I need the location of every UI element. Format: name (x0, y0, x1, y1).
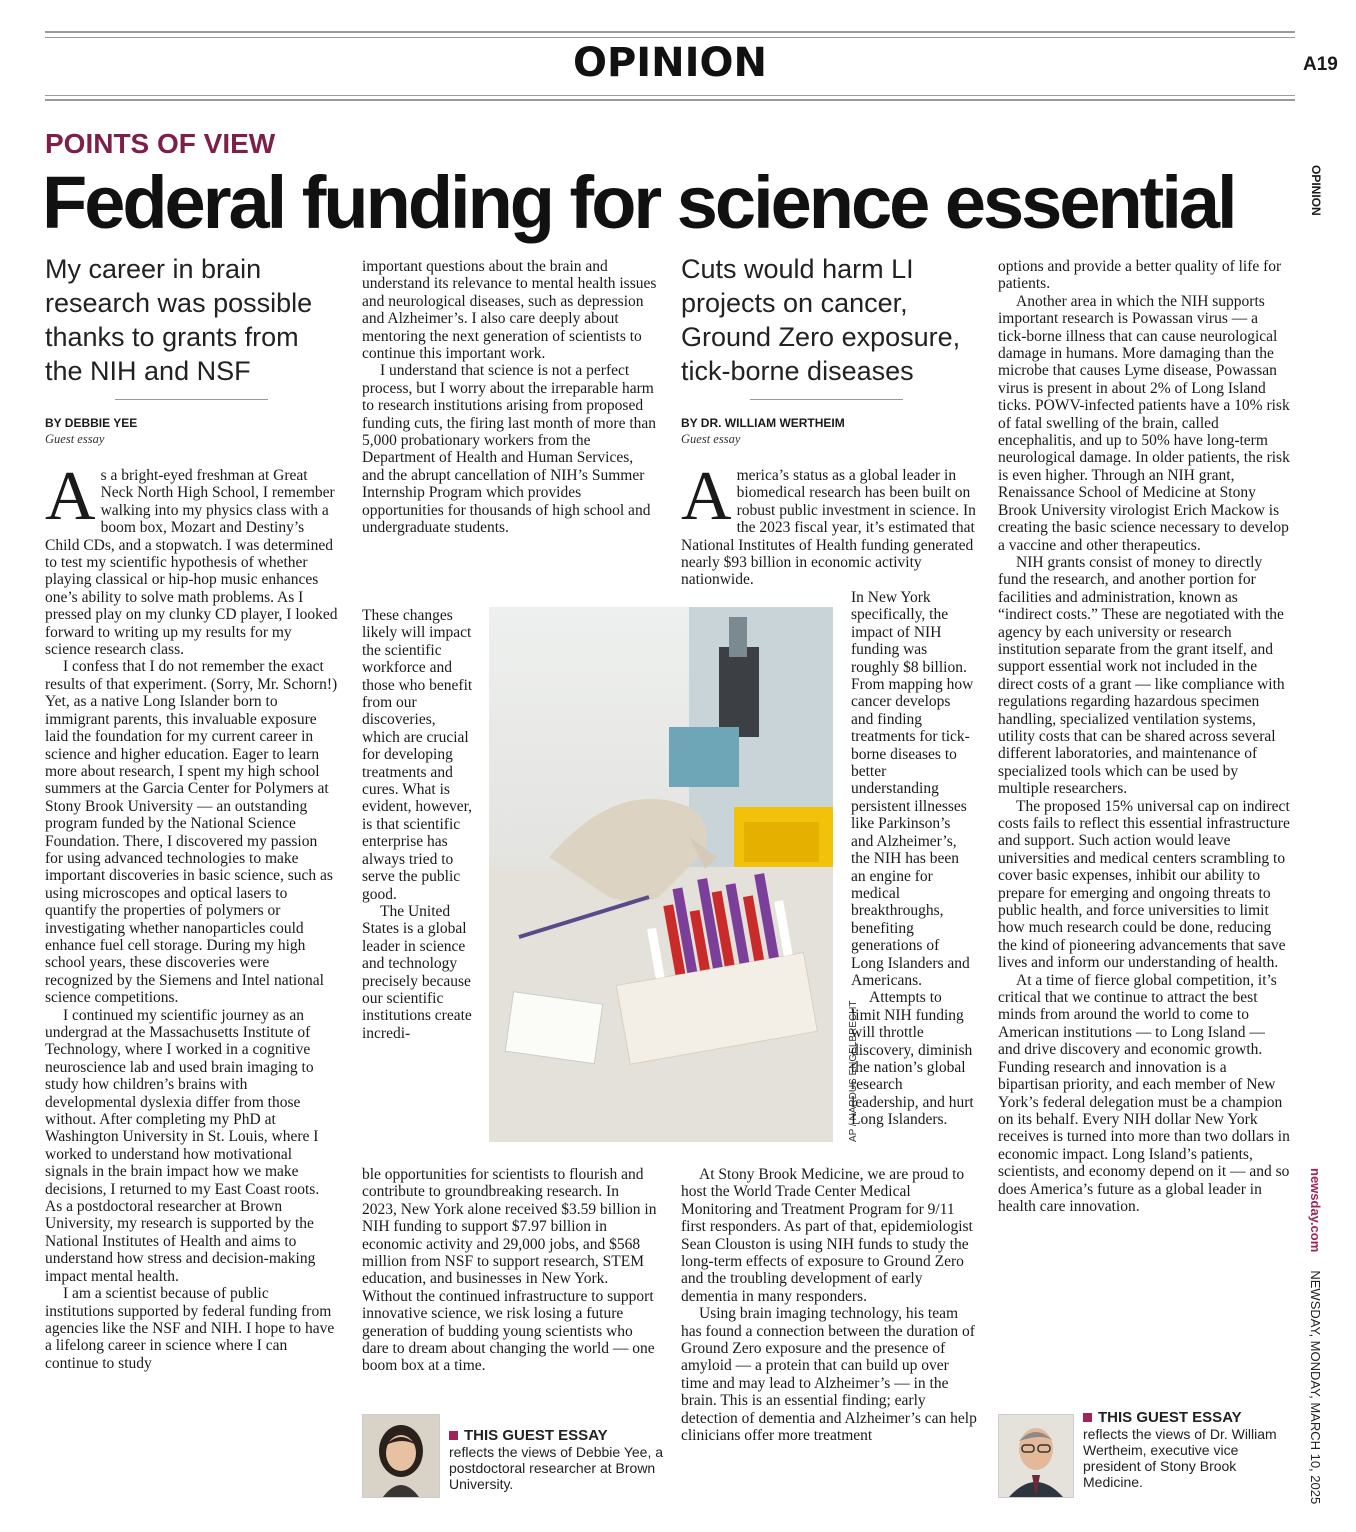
essay2-column-3-narrow (851, 589, 974, 1129)
site-name: newsday.com (1308, 1168, 1323, 1253)
essay1-column-1 (45, 458, 339, 1372)
essay1-deck: My career in brain research was possible thanks to grants from the NIH and NSF (45, 254, 313, 386)
top-rule-thin (45, 37, 1295, 38)
drop-cap: A (681, 458, 732, 535)
vertical-dateline (1305, 1168, 1325, 1505)
essay1-byline-note: Guest essay (45, 432, 105, 446)
top-rule (45, 31, 1295, 33)
paragraph: At a time of fierce global competition, it’s critical that we continue to attract the best minds from around the world to come to American institutions — to Long Island — and drive discovery and economic growth. Funding research and innovation is a bipartisan priority, and each member of New York’s federal delegation must be a champion on its behalf. Every NIH dollar New York receives is turned into more than two dollars in economic impact. Long Island’s patients, scientists, and economy depend on it — and so does America’s future as a global leader in health care innovation. (998, 971, 1290, 1215)
essay1-column-2-top (362, 258, 657, 537)
page-number: A19 (1303, 54, 1338, 75)
paragraph: I continued my scientific journey as an undergrad at the Massachusetts Institute of Technology, where I worked in a cognitive neuroscience lab and used brain imaging to study how children’s brains with developmental dyslexia differ from those without. After completing my PhD at Washington University in St. Louis, where I worked to understand how motivational signals in the brain impact how we make decisions, I returned to my East Coast roots. As a postdoctoral researcher at Brown University, my research is supported by the National Institutes of Health and aims to understand how stress and decision-making impact mental health. (45, 1006, 320, 1285)
bullet-square-icon (449, 1431, 458, 1440)
paragraph: Using brain imaging technology, his team has found a connection between the duration of Ground Zero exposure and the presence of amyloid — a protein that can build up over time and may lead to Alzheimer’s — in the brain. This is an essential finding; early detection of dementia and Alzheimer’s can help clinicians offer more treatment (681, 1305, 977, 1445)
photo-credit-text: AP / NARDUS ENGELBRECHT (848, 1000, 859, 1142)
guest-box-label: THIS GUEST ESSAY (464, 1427, 608, 1444)
william-wertheim-portrait (998, 1414, 1074, 1498)
bullet-square-icon (1083, 1413, 1092, 1422)
guest-box-text: reflects the views of Debbie Yee, a postdoctoral researcher at Brown University. (449, 1444, 664, 1492)
paragraph: I am a scientist because of public institutions supported by federal funding from agencies like the NSF and NIH. I hope to have a lifelong career in science where I can continue to study (45, 1285, 335, 1372)
paragraph: At Stony Brook Medicine, we are proud to host the World Trade Center Medical Monitoring and Treatment Program for 9/11 first responders. As part of that, epidemiologist Sean Clouston is using NIH funds to study the long-term effects of exposure to Ground Zero and the troubling development of early dementia in many responders. (681, 1166, 973, 1305)
headline: Federal funding for science essential (42, 161, 1235, 244)
paragraph: options and provide a better quality of life for patients. (998, 258, 1282, 293)
drop-cap: A (45, 458, 96, 535)
guest-box-text: reflects the views of Dr. William Wertheim, executive vice president of Stony Brook Medicine. (1083, 1426, 1277, 1490)
essay1-column-2-bottom (362, 1166, 657, 1375)
essay2-column-3-bottom (681, 1166, 977, 1445)
paragraph: merica’s status as a global leader in biomedical research has been built on robust public investment in science. In the 2023 fiscal year, it’s estimated that National Institutes of Health funding generated nearly $93 billion in economic activity nationwide. (681, 467, 976, 589)
paragraph: Attempts to limit NIH funding will throttle discovery, diminish the nation’s global research leadership, and hurt Long Islanders. (851, 989, 974, 1129)
dateline: NEWSDAY, MONDAY, MARCH 10, 2025 (1308, 1270, 1323, 1505)
masthead-rule (45, 99, 1295, 101)
paragraph: NIH grants consist of money to directly fund the research, and another portion for facilities and administration, known as “indirect costs.” These are negotiated with the agency by each university or research institution separate from the grant itself, and support essential work not included in the direct costs of a grant — like compliance with regulations regarding hazardous specimen handling, specialized ventilation systems, utility costs that can be shared across several different laboratories, and maintenance of specialized tools which can be used by multiple researchers. (998, 553, 1285, 798)
essay2-guest-box (1083, 1410, 1283, 1490)
paragraph: ble opportunities for scientists to flourish and contribute to groundbreaking research. In 2023, New York alone received $3.59 billion in NIH funding to support $7.97 billion in economic activity and 29,000 jobs, and $568 million from NSF to support research, STEM education, and businesses in New York. Without the continued infrastructure to support innovative science, we risk losing a future generation of budding young scientists who dare to dream about changing the world — one boom box at a time. (362, 1166, 657, 1375)
paragraph: In New York specifically, the impact of NIH funding was roughly $8 billion. From mapping how cancer develops and finding treatments for tick-borne diseases to better understanding persistent illnesses like Parkinson’s and Alzheimer’s, the NIH has been an engine for medical breakthroughs, benefiting generations of Long Islanders and Americans. (851, 589, 974, 989)
paragraph: These changes likely will impact the scientific workforce and those who benefit from our discoveries, which are crucial for developing treatments and cures. What is evident, however, is that scientific enterprise has always tried to serve the public good. (362, 607, 473, 903)
photo-credit (836, 1000, 859, 1142)
essay2-column-4 (998, 258, 1290, 1215)
essay1-guest-box (449, 1428, 664, 1492)
deck-divider (750, 399, 903, 400)
essay1-byline: BY DEBBIE YEE (45, 416, 138, 430)
paragraph: The United States is a global leader in science and technology precisely because our scientific institutions create incredi- (362, 902, 472, 1042)
essay2-byline-note: Guest essay (681, 432, 741, 446)
paragraph: Another area in which the NIH supports important research is Powassan virus — a tick-borne illness that can cause neurological damage in humans. More damaging than the microbe that causes Lyme disease, Powassan virus is present in about 2% of Long Island ticks. POWV-infected patients have a 10% risk of fatal swelling of the brain, called encephalitis, and up to 50% have long-term neurological damage. In older patients, the risk is even higher. Through an NIH grant, Renaissance School of Medicine at Stony Brook University virologist Erich Mackow is creating the basic science necessary to develop a vaccine and other therapeutics. (998, 292, 1290, 554)
guest-box-label: THIS GUEST ESSAY (1098, 1409, 1242, 1426)
paragraph: I understand that science is not a perfect process, but I worry about the irreparable harm to research institutions arising from proposed funding cuts, the firing last month of more than 5,000 probationary workers from the Department of Health and Human Services, and the abrupt cancellation of NIH’s Summer Internship Program which provides opportunities for thousands of high school and undergraduate students. (362, 362, 657, 537)
side-label-text: OPINION (1309, 165, 1323, 216)
side-label (1305, 165, 1325, 235)
essay2-byline: BY DR. WILLIAM WERTHEIM (681, 416, 845, 430)
paragraph: s a bright-eyed freshman at Great Neck North High School, I remember walking into my physics class with a boom box, Mozart and Destiny’s Child CDs, and a stopwatch. I was determined to test my scientific hypothesis of whether playing classical or hip-hop music enhances one’s ability to solve math problems. As I pressed play on my clunky CD player, I looked forward to writing up my results for my science research class. (45, 467, 338, 659)
section-title: OPINION (572, 40, 768, 86)
kicker: POINTS OF VIEW (45, 128, 276, 159)
lab-photo (489, 607, 833, 1142)
masthead-rule-thin (45, 95, 1295, 96)
deck-divider (115, 399, 268, 400)
essay2-deck: Cuts would harm LI projects on cancer, Ground Zero exposure, tick-borne diseases (681, 254, 961, 386)
paragraph: The proposed 15% universal cap on indirect costs fails to reflect this essential infrastructure and support. Such action would leave universities and medical centers scrambling to cover basic expenses, inhibit our ability to prepare for emerging and ongoing threats to public health, and force universities to limit how much research could be done, reducing the kind of pioneering advancements that save lives and inform our understanding of health. (998, 797, 1290, 972)
debbie-yee-portrait (362, 1414, 440, 1498)
paragraph: important questions about the brain and understand its relevance to mental health issues and neurological diseases, such as depression and Alzheimer’s. I also care deeply about mentoring the next generation of scientists to continue this important work. (362, 258, 657, 363)
essay1-column-2-narrow (362, 607, 474, 1042)
paragraph: I confess that I do not remember the exact results of that experiment. (Sorry, Mr. Schorn!) Yet, as a native Long Islander born to immigrant parents, this invaluable exposure laid the foundation for my current career in science and higher education. Eager to learn more about research, I spent my high school summers at the Garcia Center for Polymers at Stony Brook University — an outstanding program funded by the National Science Foundation. There, I discovered my passion for using advanced technologies to make important discoveries in basic science, such as using microscopes and optical lasers to quantify the properties of polymers or investigating whether nanoparticles could enhance fuel cell storage. During my high school years, these discoveries were recognized by the Siemens and Intel national science competitions. (45, 658, 338, 1007)
essay2-column-3-top (681, 458, 977, 589)
